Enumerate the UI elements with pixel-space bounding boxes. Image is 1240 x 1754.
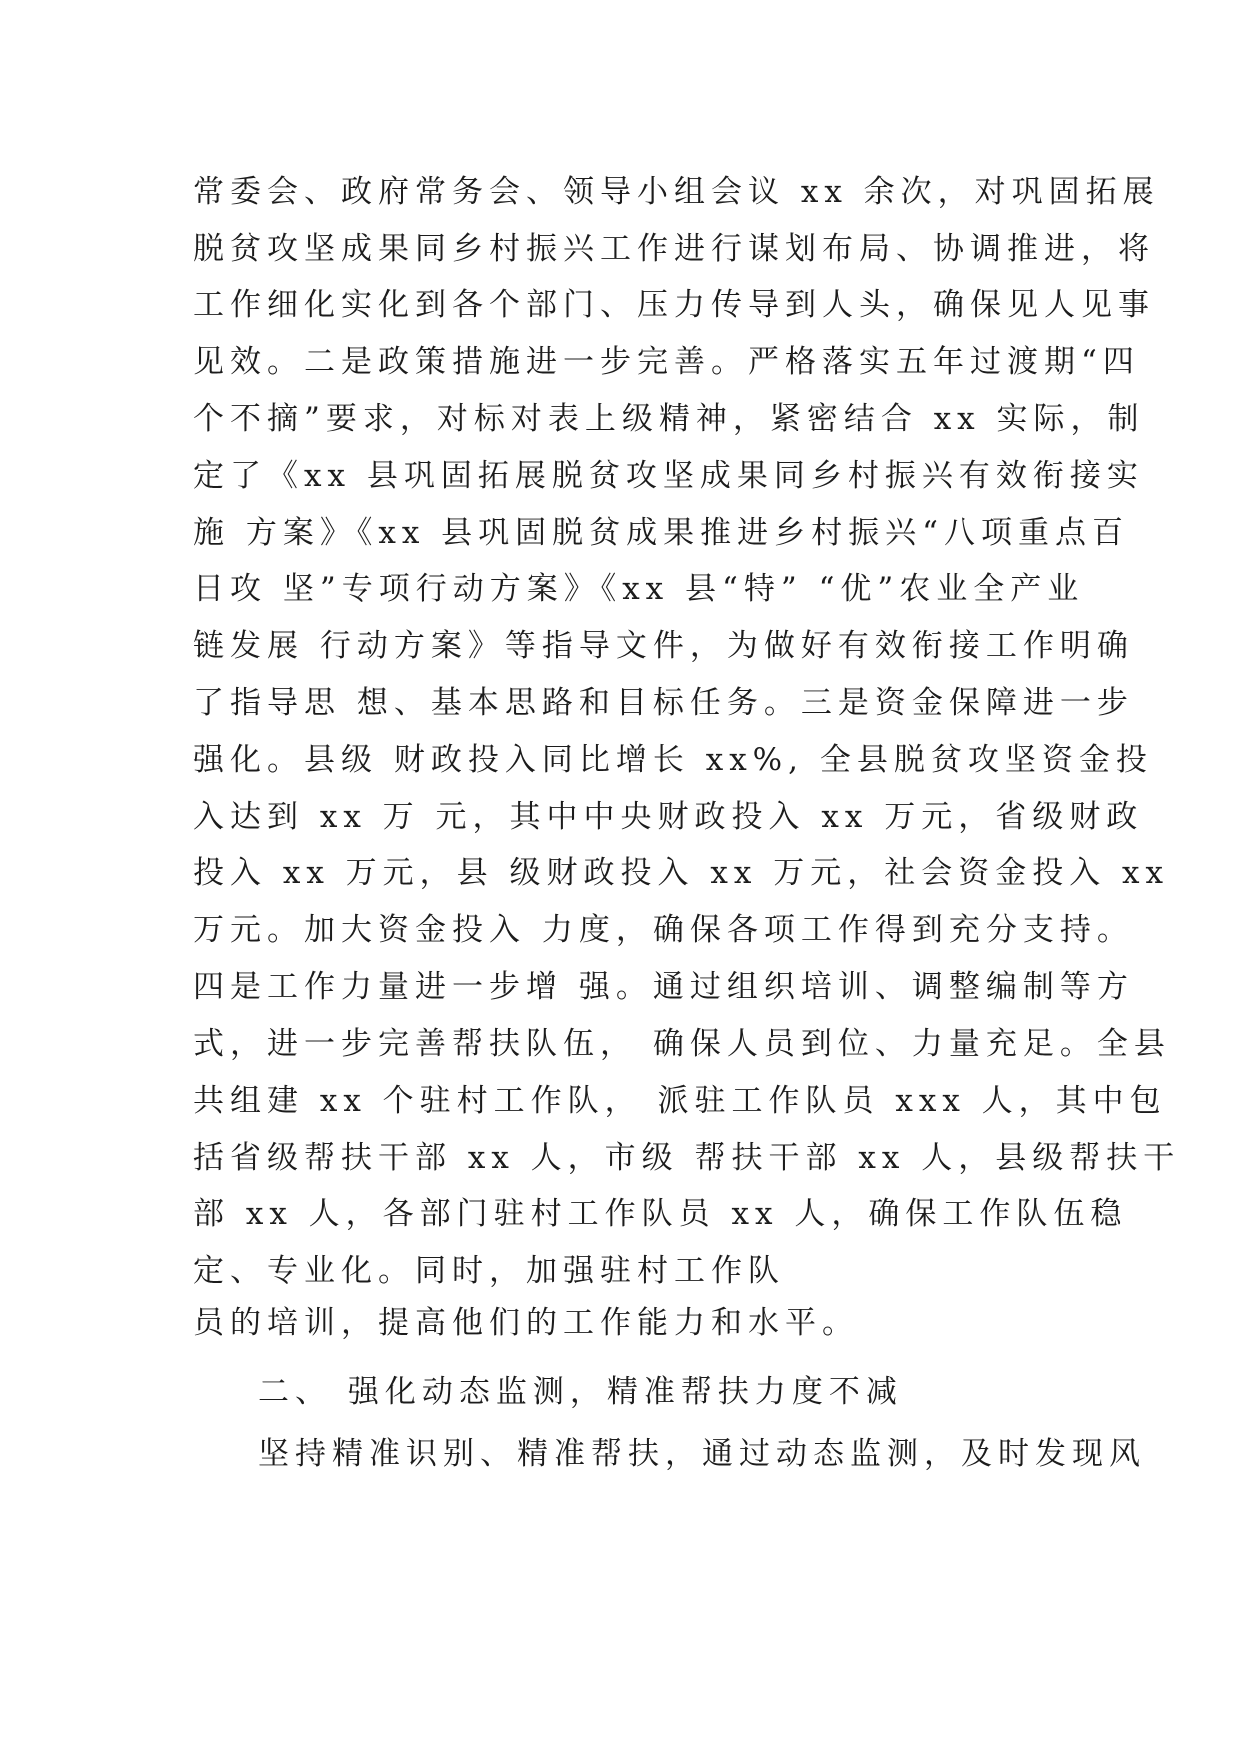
body-text-line: 括省级帮扶干部 xx 人，市级 帮扶干部 xx 人，县级帮扶干 [193,1140,1181,1176]
body-text-line: 个不摘”要求，对标对表上级精神，紧密结合 xx 实际，制 [193,401,1145,437]
body-text-line: 式，进一步完善帮扶队伍， 确保人员到位、力量充足。全县 [193,1026,1171,1062]
body-text-line: 共组建 xx 个驻村工作队， 派驻工作队员 xxx 人，其中包 [193,1083,1167,1119]
body-text-line: 日攻 坚”专项行动方案》《xx 县“特” “优”农业全产业 [193,571,1085,607]
body-text-line: 强化。县级 财政投入同比增长 xx%, 全县脱贫攻坚资金投 [193,742,1153,778]
body-text-line: 部 xx 人，各部门驻村工作队员 xx 人，确保工作队伍稳 [193,1196,1128,1232]
body-text-line: 脱贫攻坚成果同乡村振兴工作进行谋划布局、协调推进，将 [193,231,1155,267]
body-text-line: 四是工作力量进一步增 强。通过组织培训、调整编制等方 [193,969,1134,1005]
body-text-line: 见效。二是政策措施进一步完善。严格落实五年过渡期“四 [193,344,1140,380]
body-text-line: 投入 xx 万元，县 级财政投入 xx 万元，社会资金投入 xx [193,855,1170,891]
body-text-line: 工作细化实化到各个部门、压力传导到人头，确保见人见事 [193,287,1155,323]
body-text-line: 定、专业化。同时，加强驻村工作队 [193,1253,785,1289]
section-heading: 二、 强化动态监测，精准帮扶力度不减 [258,1374,903,1410]
paragraph-first-line: 坚持精准识别、精准帮扶，通过动态监测，及时发现风 [258,1436,1146,1472]
body-text-line: 常委会、政府常务会、领导小组会议 xx 余次，对巩固拓展 [193,174,1160,210]
body-text-line: 链发展 行动方案》等指导文件，为做好有效衔接工作明确 [193,628,1134,664]
body-text-line: 员的培训，提高他们的工作能力和水平。 [193,1305,859,1341]
body-text-line: 了指导思 想、基本思路和目标任务。三是资金保障进一步 [193,685,1134,721]
body-text-line: 定了《xx 县巩固拓展脱贫攻坚成果同乡村振兴有效衔接实 [193,458,1144,494]
body-text-line: 施 方案》《xx 县巩固脱贫成果推进乡村振兴“八项重点百 [193,515,1130,551]
body-text-line: 万元。加大资金投入 力度，确保各项工作得到充分支持。 [193,912,1134,948]
body-text-line: 入达到 xx 万 元，其中中央财政投入 xx 万元，省级财政 [193,799,1144,835]
